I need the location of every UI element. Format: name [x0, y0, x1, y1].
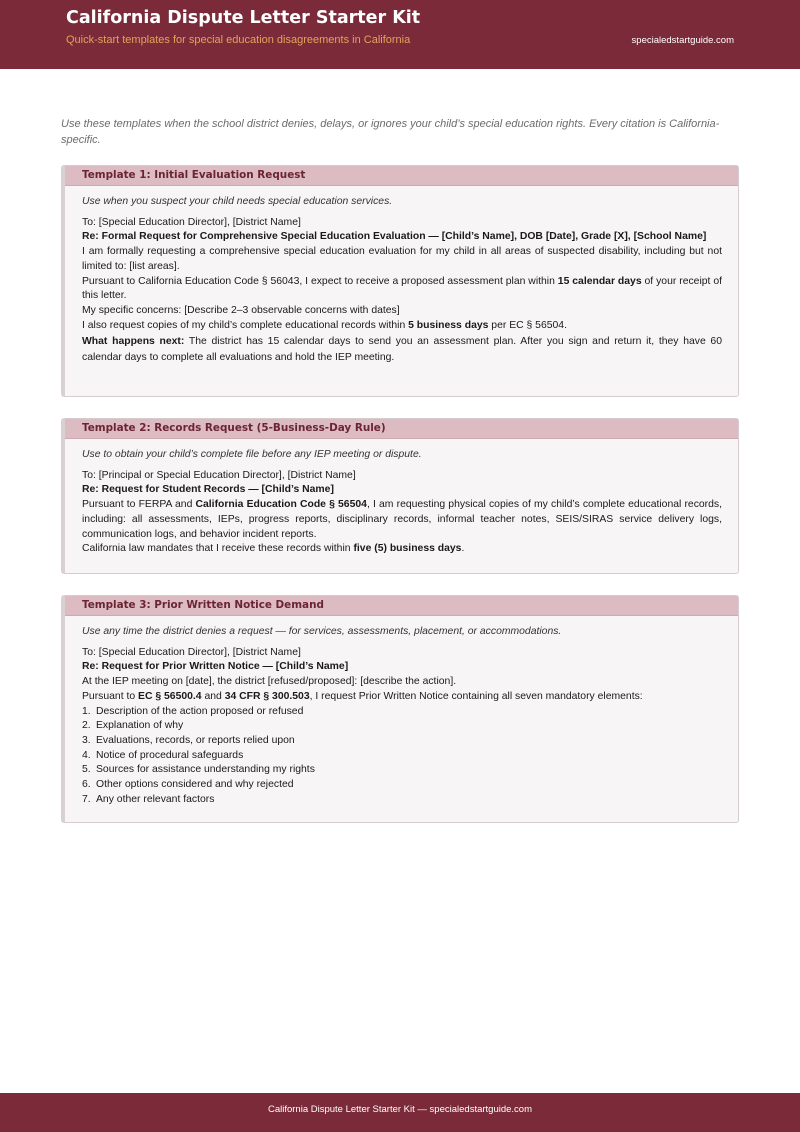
list-item: 3. Evaluations, records, or reports relied upon [82, 734, 295, 746]
letter-to: To: [Special Education Director], [District Name] [82, 216, 301, 228]
list-item: 7. Any other relevant factors [82, 793, 215, 805]
template-title: Template 2: Records Request (5-Business-Day Rule) [65, 419, 738, 439]
page-title: California Dispute Letter Starter Kit [66, 8, 421, 28]
template-body [65, 439, 738, 569]
template-body [65, 186, 738, 378]
template-title: Template 1: Initial Evaluation Request [65, 166, 738, 186]
page-subtitle: Quick-start templates for special education disagreements in California [66, 34, 411, 46]
letter-to: To: [Principal or Special Education Director], [District Name] [82, 469, 356, 481]
list-item: 6. Other options considered and why rejected [82, 779, 294, 791]
list-item: 5. Sources for assistance understanding my rights [82, 764, 315, 776]
list-item: 2. Explanation of why [82, 720, 184, 732]
page-footer: California Dispute Letter Starter Kit — specialedstartguide.com [0, 1093, 800, 1132]
letter-re: Re: Request for Prior Written Notice — [Child’s Name] [82, 661, 349, 673]
letter-paragraph: My specific concerns: [Describe 2–3 observable concerns with dates] [82, 304, 400, 316]
template-usage: Use to obtain your child’s complete file before any IEP meeting or dispute. [82, 449, 422, 460]
pwn-elements-list [82, 705, 722, 808]
letter-paragraph: Pursuant to FERPA and California Education Code § 56504, I am requesting physical copies of my child’s complete educational records, including: all assessments, IEPs, progress reports, disciplinary records, informal teacher notes, SEIS/SIRAS service delivery logs, communication logs, and behavior incident reports. [82, 499, 722, 540]
template-card-records [61, 418, 739, 574]
template-usage: Use when you suspect your child needs special education services. [82, 196, 393, 207]
template-body [65, 616, 738, 819]
letter-re: Re: Formal Request for Comprehensive Special Education Evaluation — [Child’s Name], DOB [Date], Grade [X], [School Name] [82, 231, 707, 243]
site-url: specialedstartguide.com [631, 35, 734, 46]
page-header [0, 0, 800, 69]
letter-paragraph: Pursuant to California Education Code § 56043, I expect to receive a proposed assessment plan within 15 calendar days of your receipt of this letter. [82, 275, 722, 302]
letter-re: Re: Request for Student Records — [Child’s Name] [82, 484, 334, 496]
template-usage: Use any time the district denies a request — for services, assessments, placement, or accommodations. [82, 626, 562, 637]
what-happens-next: What happens next: The district has 15 calendar days to send you an assessment plan. After you sign and return it, they have 60 calendar days to complete all evaluations and hold the IEP meeting. [82, 336, 722, 364]
letter-paragraph: I am formally requesting a comprehensive special education evaluation for my child in all areas of suspected disability, including but not limited to: [list areas]. [82, 246, 722, 272]
template-card-evaluation [61, 165, 739, 397]
letter-paragraph: California law mandates that I receive these records within five (5) business days. [82, 543, 465, 555]
template-card-pwn [61, 595, 739, 823]
list-item: 4. Notice of procedural safeguards [82, 749, 244, 761]
letter-paragraph: Pursuant to EC § 56500.4 and 34 CFR § 300.503, I request Prior Written Notice containing all seven mandatory elements: [82, 690, 643, 702]
list-item: 1. Description of the action proposed or refused [82, 705, 304, 717]
letter-paragraph: I also request copies of my child’s complete educational records within 5 business days per EC § 56504. [82, 319, 567, 331]
letter-paragraph: At the IEP meeting on [date], the district [refused/proposed]: [describe the action]. [82, 676, 457, 688]
letter-to: To: [Special Education Director], [District Name] [82, 646, 301, 658]
intro-text: Use these templates when the school district denies, delays, or ignores your child’s special education rights. Every citation is California-specific. [61, 118, 720, 146]
template-title: Template 3: Prior Written Notice Demand [65, 596, 738, 616]
